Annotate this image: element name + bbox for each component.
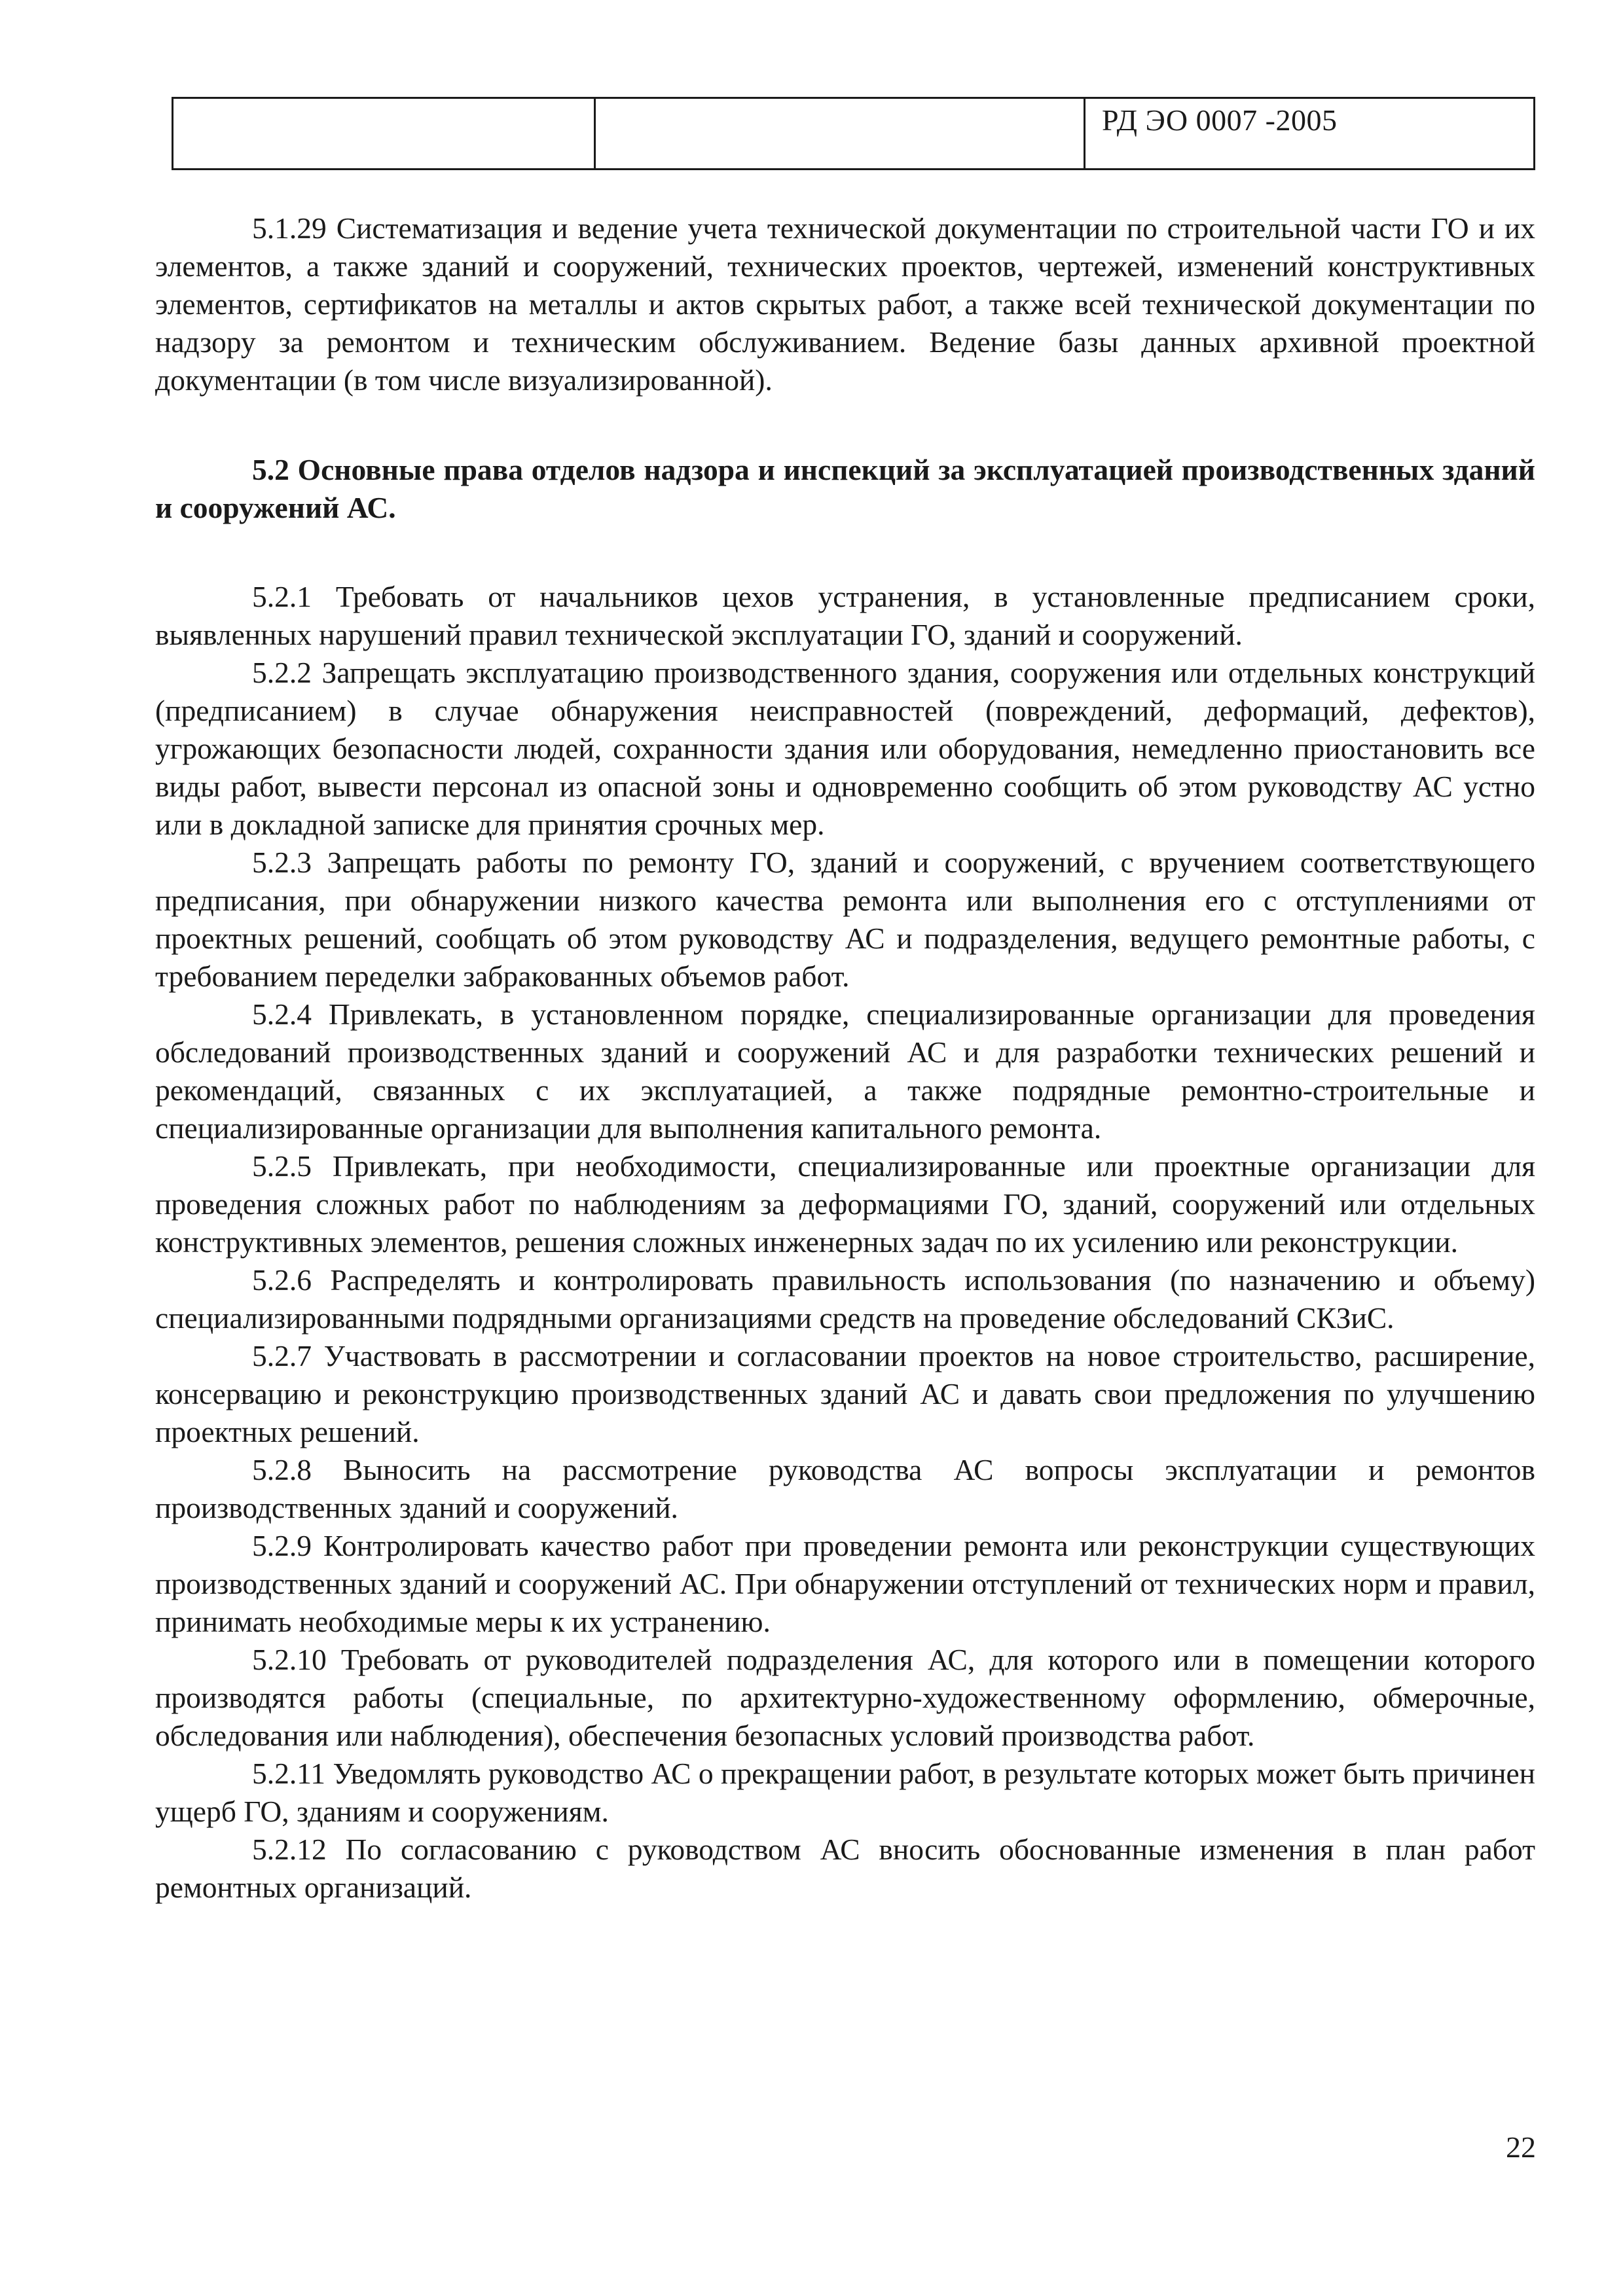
header-cell-left — [173, 99, 596, 168]
paragraph-5-2-9: 5.2.9 Контролировать качество работ при проведении ремонта или реконструкции существующих производственных зданий и сооружений АС. При обнаружении отступлений от технических норм и правил, принимать необходимые меры к их устранению. — [155, 1529, 1535, 1638]
paragraph-5-2-7: 5.2.7 Участвовать в рассмотрении и согласовании проектов на новое строительство, расширение, консервацию и реконструкцию производственных зданий АС и давать свои предложения по улучшению проектных решений. — [155, 1339, 1535, 1448]
paragraph-5-2-3: 5.2.3 Запрещать работы по ремонту ГО, зданий и сооружений, с вручением соответствующего предписания, при обнаружении низкого качества ремонта или выполнения его с отступлениями от проектных решений, сообщать об этом руководству АС и подразделения, ведущего ремонтные работы, с требованием переделки забракованных объемов работ. — [155, 846, 1535, 993]
paragraph-5-1-29: 5.1.29 Систематизация и ведение учета технической документации по строительной части ГО и их элементов, а также зданий и сооружений, технических проектов, чертежей, изменений конструктивных элементов, сертификатов на металлы и актов скрытых работ, а также всей технической документации по надзору за ремонтом и техническим обслуживанием. Ведение базы данных архивной проектной документации (в том числе визуализированной). — [155, 211, 1535, 397]
paragraph-5-2-5: 5.2.5 Привлекать, при необходимости, специализированные или проектные организации для проведения сложных работ по наблюдениям за деформациями ГО, зданий, сооружений или отдельных конструктивных элементов, решения сложных инженерных задач по их усилению или реконструкции. — [155, 1149, 1535, 1259]
paragraph-5-2-6: 5.2.6 Распределять и контролировать правильность использования (по назначению и объему) специализированными подрядными организациями средств на проведение обследований СКЗиС. — [155, 1263, 1535, 1335]
page-number: 22 — [1506, 2130, 1536, 2164]
paragraph-5-2-2: 5.2.2 Запрещать эксплуатацию производственного здания, сооружения или отдельных конструкций (предписанием) в случае обнаружения неисправностей (повреждений, деформаций, дефектов), угрожающих безопасности людей, сохранности здания или оборудования, немедленно приостановить все виды работ, вывести персонал из опасной зоны и одновременно сообщить об этом руководству АС устно или в докладной записке для принятия срочных мер. — [155, 656, 1535, 841]
paragraph-5-2-12: 5.2.12 По согласованию с руководством АС вносить обоснованные изменения в план работ ремонтных организаций. — [155, 1833, 1535, 1904]
paragraph-5-2-10: 5.2.10 Требовать от руководителей подразделения АС, для которого или в помещении которого производятся работы (специальные, по архитектурно-художественному оформлению, обмерочные, обследования или наблюдения), обеспечения безопасных условий производства работ. — [155, 1643, 1535, 1752]
paragraph-5-2-4: 5.2.4 Привлекать, в установленном порядке, специализированные организации для проведения обследований производственных зданий и сооружений АС и для разработки технических решений и рекомендаций, связанных с их эксплуатацией, а также подрядные ремонтно-строительные и специализированные организации для выполнения капитального ремонта. — [155, 997, 1535, 1145]
document-body — [155, 209, 1535, 1907]
document-code: РД ЭО 0007 -2005 — [1102, 103, 1338, 137]
paragraph-5-2-8: 5.2.8 Выносить на рассмотрение руководства АС вопросы эксплуатации и ремонтов производственных зданий и сооружений. — [155, 1453, 1535, 1524]
paragraph-5-2-1: 5.2.1 Требовать от начальников цехов устранения, в установленные предписанием сроки, выявленных нарушений правил технической эксплуатации ГО, зданий и сооружений. — [155, 580, 1535, 651]
header-table — [172, 97, 1535, 170]
header-cell-middle — [596, 99, 1085, 168]
paragraph-5-2-11: 5.2.11 Уведомлять руководство АС о прекращении работ, в результате которых может быть причинен ущерб ГО, зданиям и сооружениям. — [155, 1757, 1535, 1828]
section-heading: 5.2 Основные права отделов надзора и инспекций за эксплуатацией производственных зданий и сооружений АС. — [155, 453, 1535, 524]
